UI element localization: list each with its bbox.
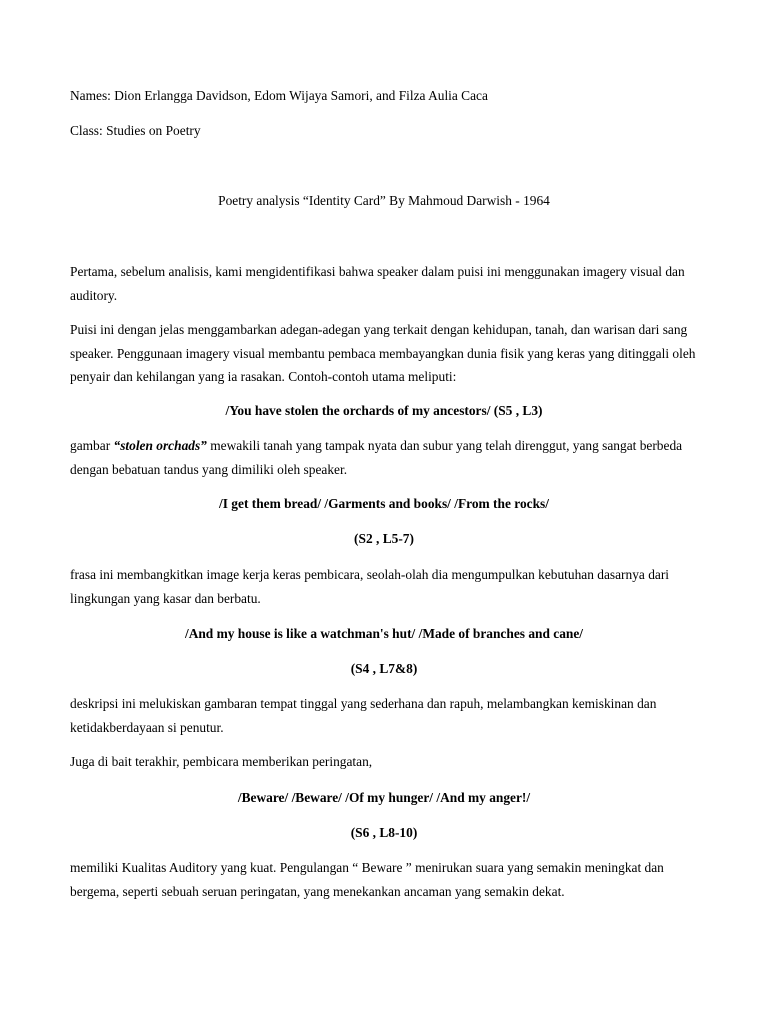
paragraph-visual-imagery: Puisi ini dengan jelas menggambarkan adegan-adegan yang terkait dengan kehidupan, tanah, dan warisan dari sang speaker. Penggunaan imagery visual membantu pembaca membayangkan dunia fisik yang keras yang ditinggali oleh penyair dan kehilangan yang ia rasakan. Contoh-contoh utama meliputi: xyxy=(70,322,696,384)
paragraph-hard-work: frasa ini membangkitkan image kerja keras pembicara, seolah-olah dia mengumpulkan kebutuhan dasarnya dari lingkungan yang kasar dan berbatu. xyxy=(70,567,670,606)
class-line: Class: Studies on Poetry xyxy=(70,123,201,138)
paragraph-intro: Pertama, sebelum analisis, kami mengidentifikasi bahwa speaker dalam puisi ini menggunakan imagery visual dan auditory. xyxy=(70,264,685,303)
quote-bread: /I get them bread/ /Garments and books/ /From the rocks/ xyxy=(219,496,549,511)
paragraph-orchards xyxy=(70,434,698,481)
quote-beware-ref: (S6 , L8-10) xyxy=(350,825,418,840)
paragraph-orchards-pre: gambar xyxy=(70,438,114,453)
quote-house-ref: (S4 , L7&8) xyxy=(350,661,418,676)
quote-house: /And my house is like a watchman's hut/ /Made of branches and cane/ xyxy=(184,626,584,641)
quote-orchards: /You have stolen the orchards of my ancestors/ (S5 , L3) xyxy=(225,403,543,418)
names-line: Names: Dion Erlangga Davidson, Edom Wijaya Samori, and Filza Aulia Caca xyxy=(70,88,488,103)
paragraph-orchards-post: mewakili tanah yang tampak nyata dan subur yang telah direnggut, yang sangat berbeda dengan bebatuan tandus yang dimiliki oleh speaker. xyxy=(70,438,683,477)
quote-bread-ref: (S2 , L5-7) xyxy=(354,531,414,546)
paragraph-last-stanza: Juga di bait terakhir, pembicara memberikan peringatan, xyxy=(70,754,373,769)
document-title: Poetry analysis “Identity Card” By Mahmoud Darwish - 1964 xyxy=(218,193,550,208)
emphasis-stolen-orchads: “stolen orchads” xyxy=(113,438,207,453)
quote-beware: /Beware/ /Beware/ /Of my hunger/ /And my anger!/ xyxy=(237,790,531,805)
paragraph-auditory: memiliki Kualitas Auditory yang kuat. Pengulangan “ Beware ” menirukan suara yang semakin meningkat dan bergema, seperti sebuah seruan peringatan, yang menekankan ancaman yang semakin dekat. xyxy=(70,860,664,899)
paragraph-dwelling: deskripsi ini melukiskan gambaran tempat tinggal yang sederhana dan rapuh, melambangkan kemiskinan dan ketidakberdayaan si penutur. xyxy=(70,696,657,735)
